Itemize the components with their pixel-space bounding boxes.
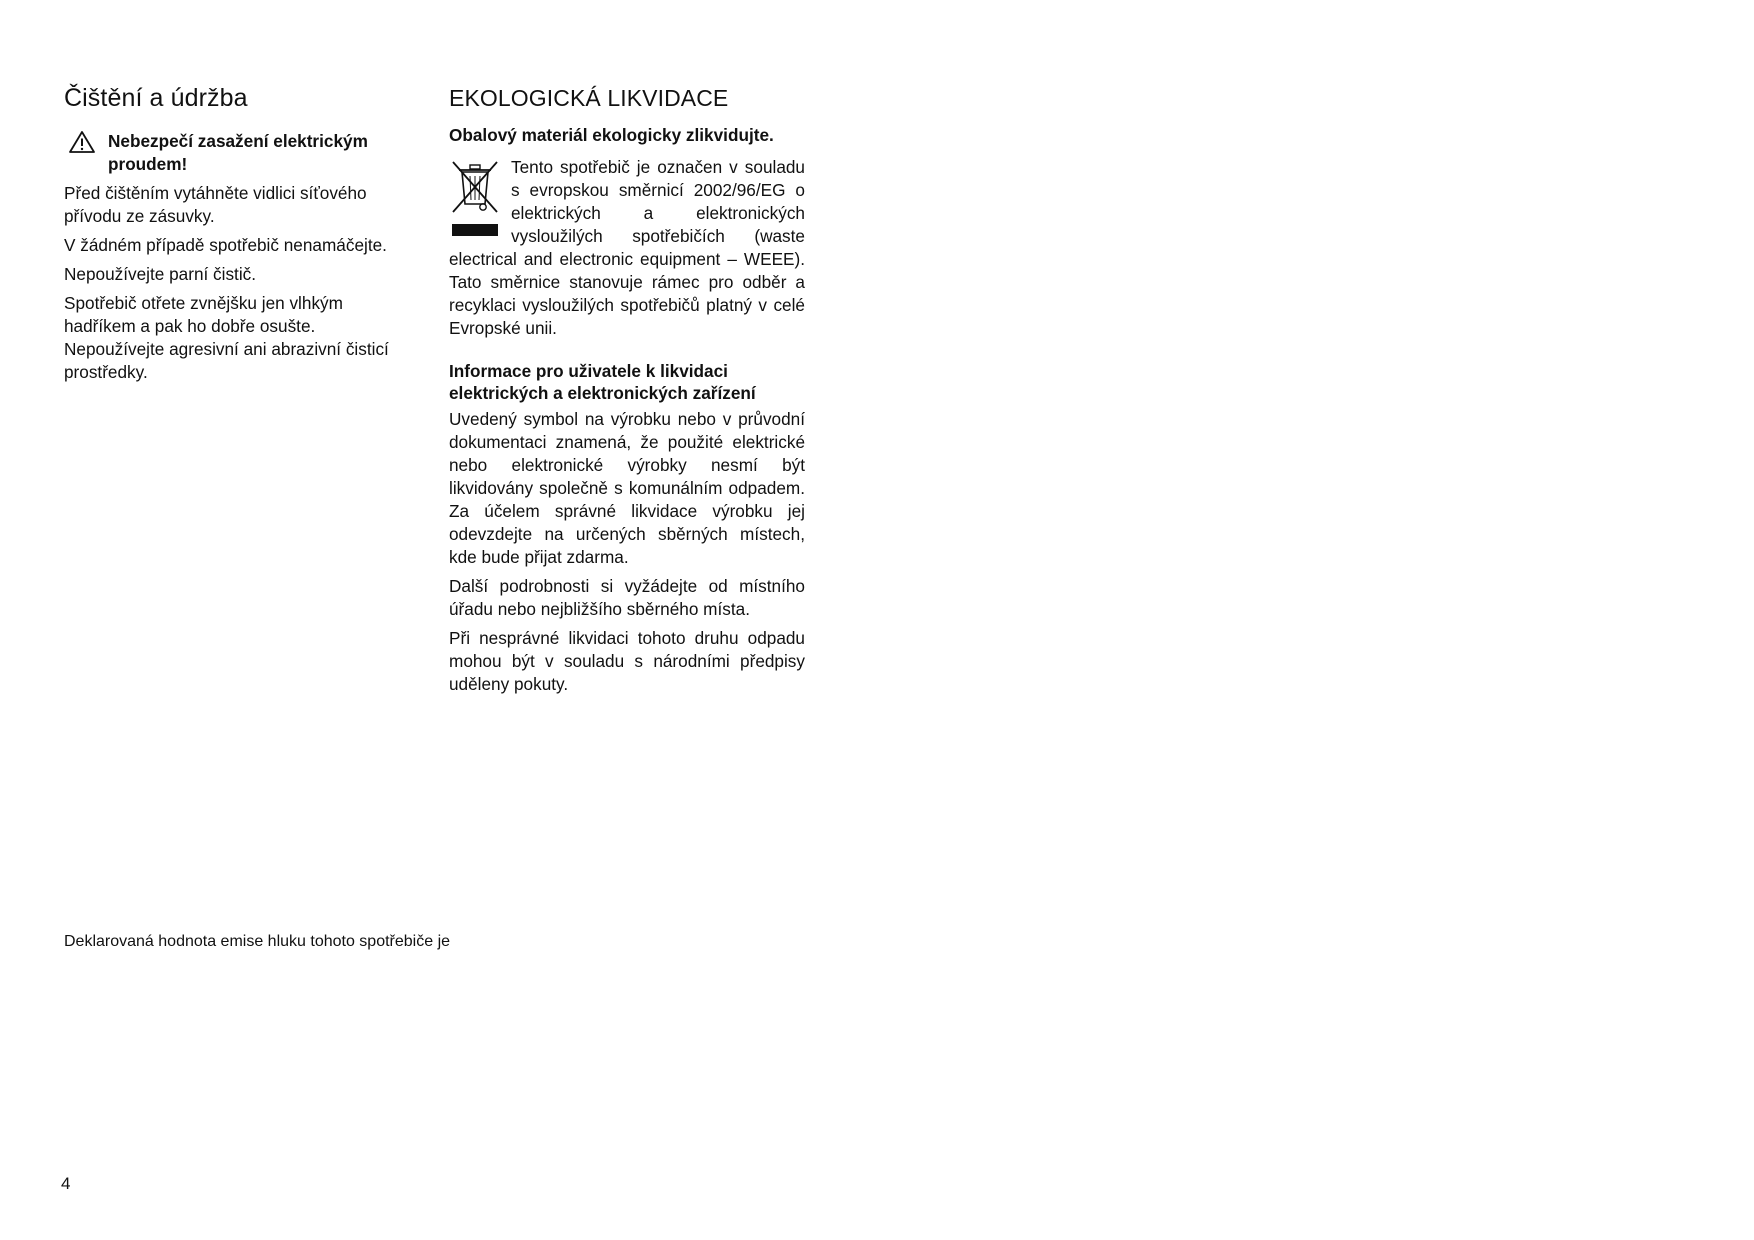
electric-shock-warning [64,130,414,176]
cleaning-paragraph: V žádném případě spotřebič nenamáčejte. [64,235,387,255]
cleaning-paragraph: Nepoužívejte parní čistič. [64,264,257,284]
packaging-note: Obalový materiál ekologicky zlikvidujte. [449,125,774,145]
warning-triangle-icon [68,130,96,154]
crossed-out-wheelie-bin-icon [449,158,501,240]
noise-emission-note: Deklarovaná hodnota emise hluku tohoto spotřebiče je [64,933,451,950]
cleaning-paragraph: Spotřebič otřete zvnějšku jen vlhkým hadříkem a pak ho dobře osušte. Nepoužívejte agresivní ani abrazivní čisticí prostředky. [64,293,389,382]
disposal-section [449,82,805,702]
cleaning-section [64,82,414,390]
disposal-title: EKOLOGICKÁ LIKVIDACE [449,85,729,111]
cleaning-title: Čištění a údržba [64,84,248,112]
disposal-paragraph: Při nesprávné likvidaci tohoto druhu odpadu mohou být v souladu s národními předpisy uděleny pokuty. [449,628,805,694]
page-number: 4 [61,1174,71,1193]
disposal-paragraph: Další podrobnosti si vyžádejte od místního úřadu nebo nejbližšího sběrného místa. [449,576,805,619]
user-info-heading: Informace pro uživatele k likvidaci elektrických a elektronických zařízení [449,361,756,403]
cleaning-paragraph: Před čištěním vytáhněte vidlici síťového přívodu ze zásuvky. [64,183,367,226]
warning-text: Nebezpečí zasažení elektrickým proudem! [108,131,368,174]
disposal-paragraph: Uvedený symbol na výrobku nebo v průvodní dokumentaci znamená, že použité elektrické nebo elektronické výrobky nesmí být likvidovány společně s komunálním odpadem. Za účelem správné likvidace výrobku jej odevzdejte na určených sběrných místech, kde bude přijat zdarma. [449,409,805,567]
weee-block [449,156,805,346]
weee-paragraph: Tento spotřebič je označen v souladu s evropskou směrnicí 2002/96/EG o elektrických a elektronických vysloužilých spotřebičích (waste electrical and electronic equipment – WEEE). Tato směrnice stanovuje rámec pro odběr a recyklaci vysloužilých spotřebičů platný v celé Evropské unii. [449,157,805,338]
